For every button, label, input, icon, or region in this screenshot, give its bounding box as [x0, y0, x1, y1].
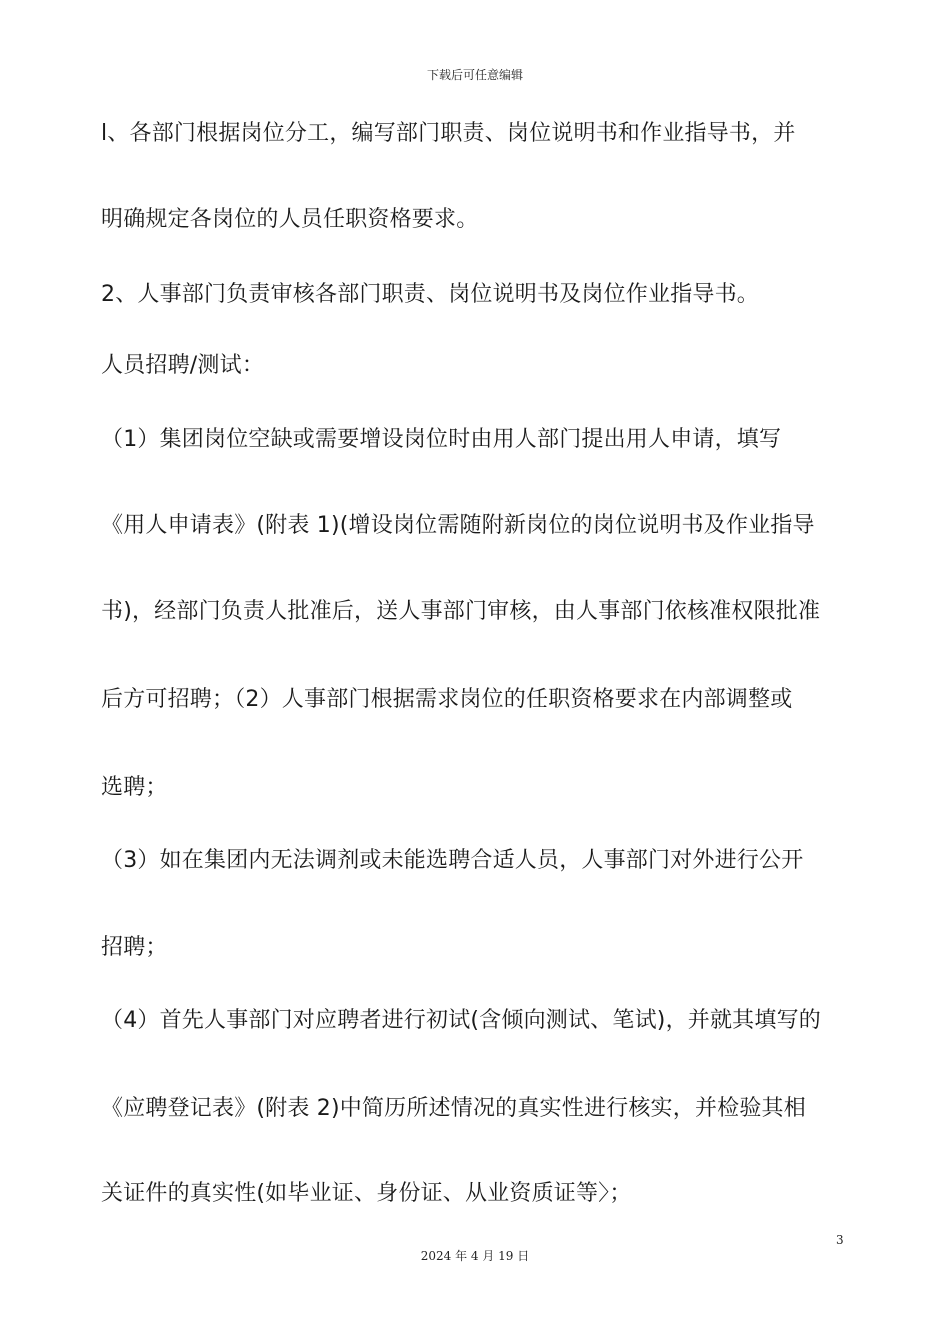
body-line-5: （1）集团岗位空缺或需要增设岗位时由用人部门提出用人申请，填写: [101, 427, 782, 452]
page-number: 3: [836, 1233, 844, 1247]
body-line-1: l、各部门根据岗位分工，编写部门职责、岗位说明书和作业指导书，并: [101, 121, 796, 146]
body-line-14: 关证件的真实性(如毕业证、身份证、从业资质证等〉；: [101, 1181, 632, 1206]
body-line-10: （3）如在集团内无法调剂或未能选聘合适人员，人事部门对外进行公开: [101, 848, 804, 873]
body-line-8: 后方可招聘；（2）人事部门根据需求岗位的任职资格要求在内部调整或: [101, 687, 793, 712]
body-line-9: 选聘；: [101, 775, 168, 800]
body-line-6: 《用人申请表》(附表 1)(增设岗位需随附新岗位的岗位说明书及作业指导: [101, 513, 815, 538]
page-footer-date: 2024 年 4 月 19 日: [420, 1249, 530, 1263]
page-header: 下载后可任意编辑: [426, 68, 523, 82]
body-line-12: （4）首先人事部门对应聘者进行初试(含倾向测试、笔试)，并就其填写的: [101, 1008, 821, 1033]
body-line-2: 明确规定各岗位的人员任职资格要求。: [101, 207, 479, 232]
body-line-11: 招聘；: [101, 935, 168, 960]
body-line-7: 书)，经部门负责人批准后，送人事部门审核，由人事部门依核准权限批准: [101, 599, 821, 624]
body-line-13: 《应聘登记表》(附表 2)中简历所述情况的真实性进行核实，并检验其相: [101, 1096, 806, 1121]
section-heading-recruitment: 人员招聘/测试：: [101, 353, 265, 378]
body-line-3: 2、人事部门负责审核各部门职责、岗位说明书及岗位作业指导书。: [101, 282, 759, 307]
